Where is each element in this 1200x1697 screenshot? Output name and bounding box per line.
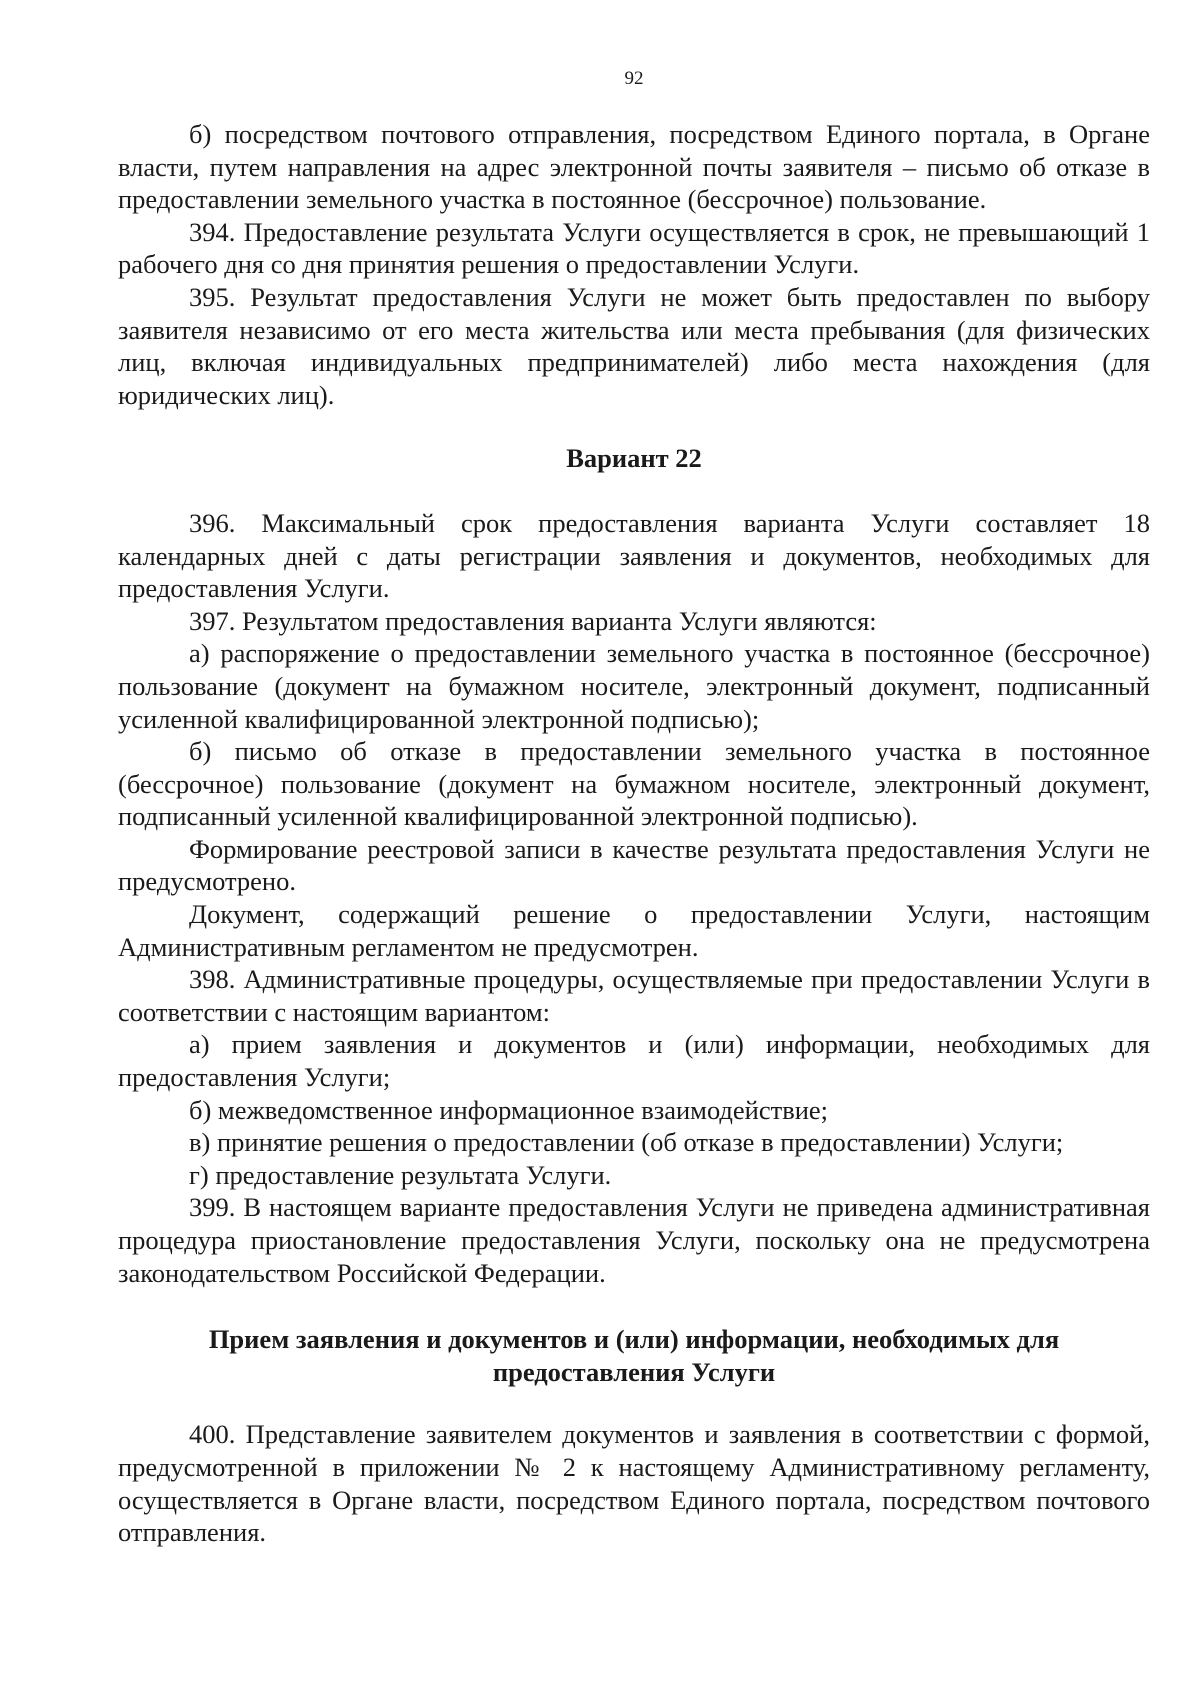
paragraph: б) посредством почтового отправления, посредством Единого портала, в Органе власти, путем направления на адрес электронной почты заявителя – письмо об отказе в предоставлении земельного участка в постоянное (бессрочное) пользование.	[118, 119, 1150, 215]
section-heading-variant: Вариант 22	[566, 443, 702, 474]
paragraph: 394. Предоставление результата Услуги осуществляется в срок, не превышающий 1 рабочего дня со дня принятия решения о предоставлении Услуги.	[118, 216, 1150, 280]
paragraph: 396. Максимальный срок предоставления варианта Услуги составляет 18 календарных дней с даты регистрации заявления и документов, необходимых для предоставления Услуги.	[118, 507, 1150, 604]
paragraph: б) межведомственное информационное взаимодействие;	[189, 1094, 829, 1125]
paragraph: г) предоставление результата Услуги.	[189, 1159, 612, 1190]
paragraph: Формирование реестровой записи в качестве результата предоставления Услуги не предусмотрено.	[118, 833, 1150, 897]
page-number: 92	[624, 68, 644, 89]
paragraph: б) письмо об отказе в предоставлении земельного участка в постоянное (бессрочное) пользование (документ на бумажном носителе, электронный документ, подписанный усиленной квалифицированной электронной подписью).	[118, 736, 1150, 832]
paragraph: 397. Результатом предоставления варианта Услуги являются:	[189, 605, 877, 636]
paragraph: а) распоряжение о предоставлении земельного участка в постоянное (бессрочное) пользование (документ на бумажном носителе, электронный документ, подписанный усиленной квалифицированной электронной подписью);	[118, 638, 1150, 734]
section-heading: Прием заявления и документов и (или) информации, необходимых для предоставления Услуги	[208, 1324, 1060, 1387]
paragraph: в) принятие решения о предоставлении (об отказе в предоставлении) Услуги;	[189, 1127, 1064, 1158]
paragraph: 395. Результат предоставления Услуги не может быть предоставлен по выбору заявителя независимо от его места жительства или места пребывания (для физических лиц, включая индивидуальных предпринимателей) либо места нахождения (для юридических лиц).	[118, 281, 1150, 410]
paragraph: 398. Административные процедуры, осуществляемые при предоставлении Услуги в соответствии с настоящим вариантом:	[118, 964, 1150, 1027]
paragraph: а) прием заявления и документов и (или) информации, необходимых для предоставления Услуги;	[118, 1029, 1150, 1093]
paragraph: Документ, содержащий решение о предоставлении Услуги, настоящим Административным регламентом не предусмотрен.	[118, 899, 1150, 962]
paragraph: 400. Представление заявителем документов и заявления в соответствии с формой, предусмотренной в приложении № 2 к настоящему Административному регламенту, осуществляется в Органе власти, посредством Единого портала, посредством почтового отправления.	[118, 1419, 1150, 1548]
paragraph: 399. В настоящем варианте предоставления Услуги не приведена административная процедура приостановление предоставления Услуги, поскольку она не предусмотрена законодательством Российской Федерации.	[118, 1192, 1150, 1288]
document-body	[118, 118, 1150, 1549]
